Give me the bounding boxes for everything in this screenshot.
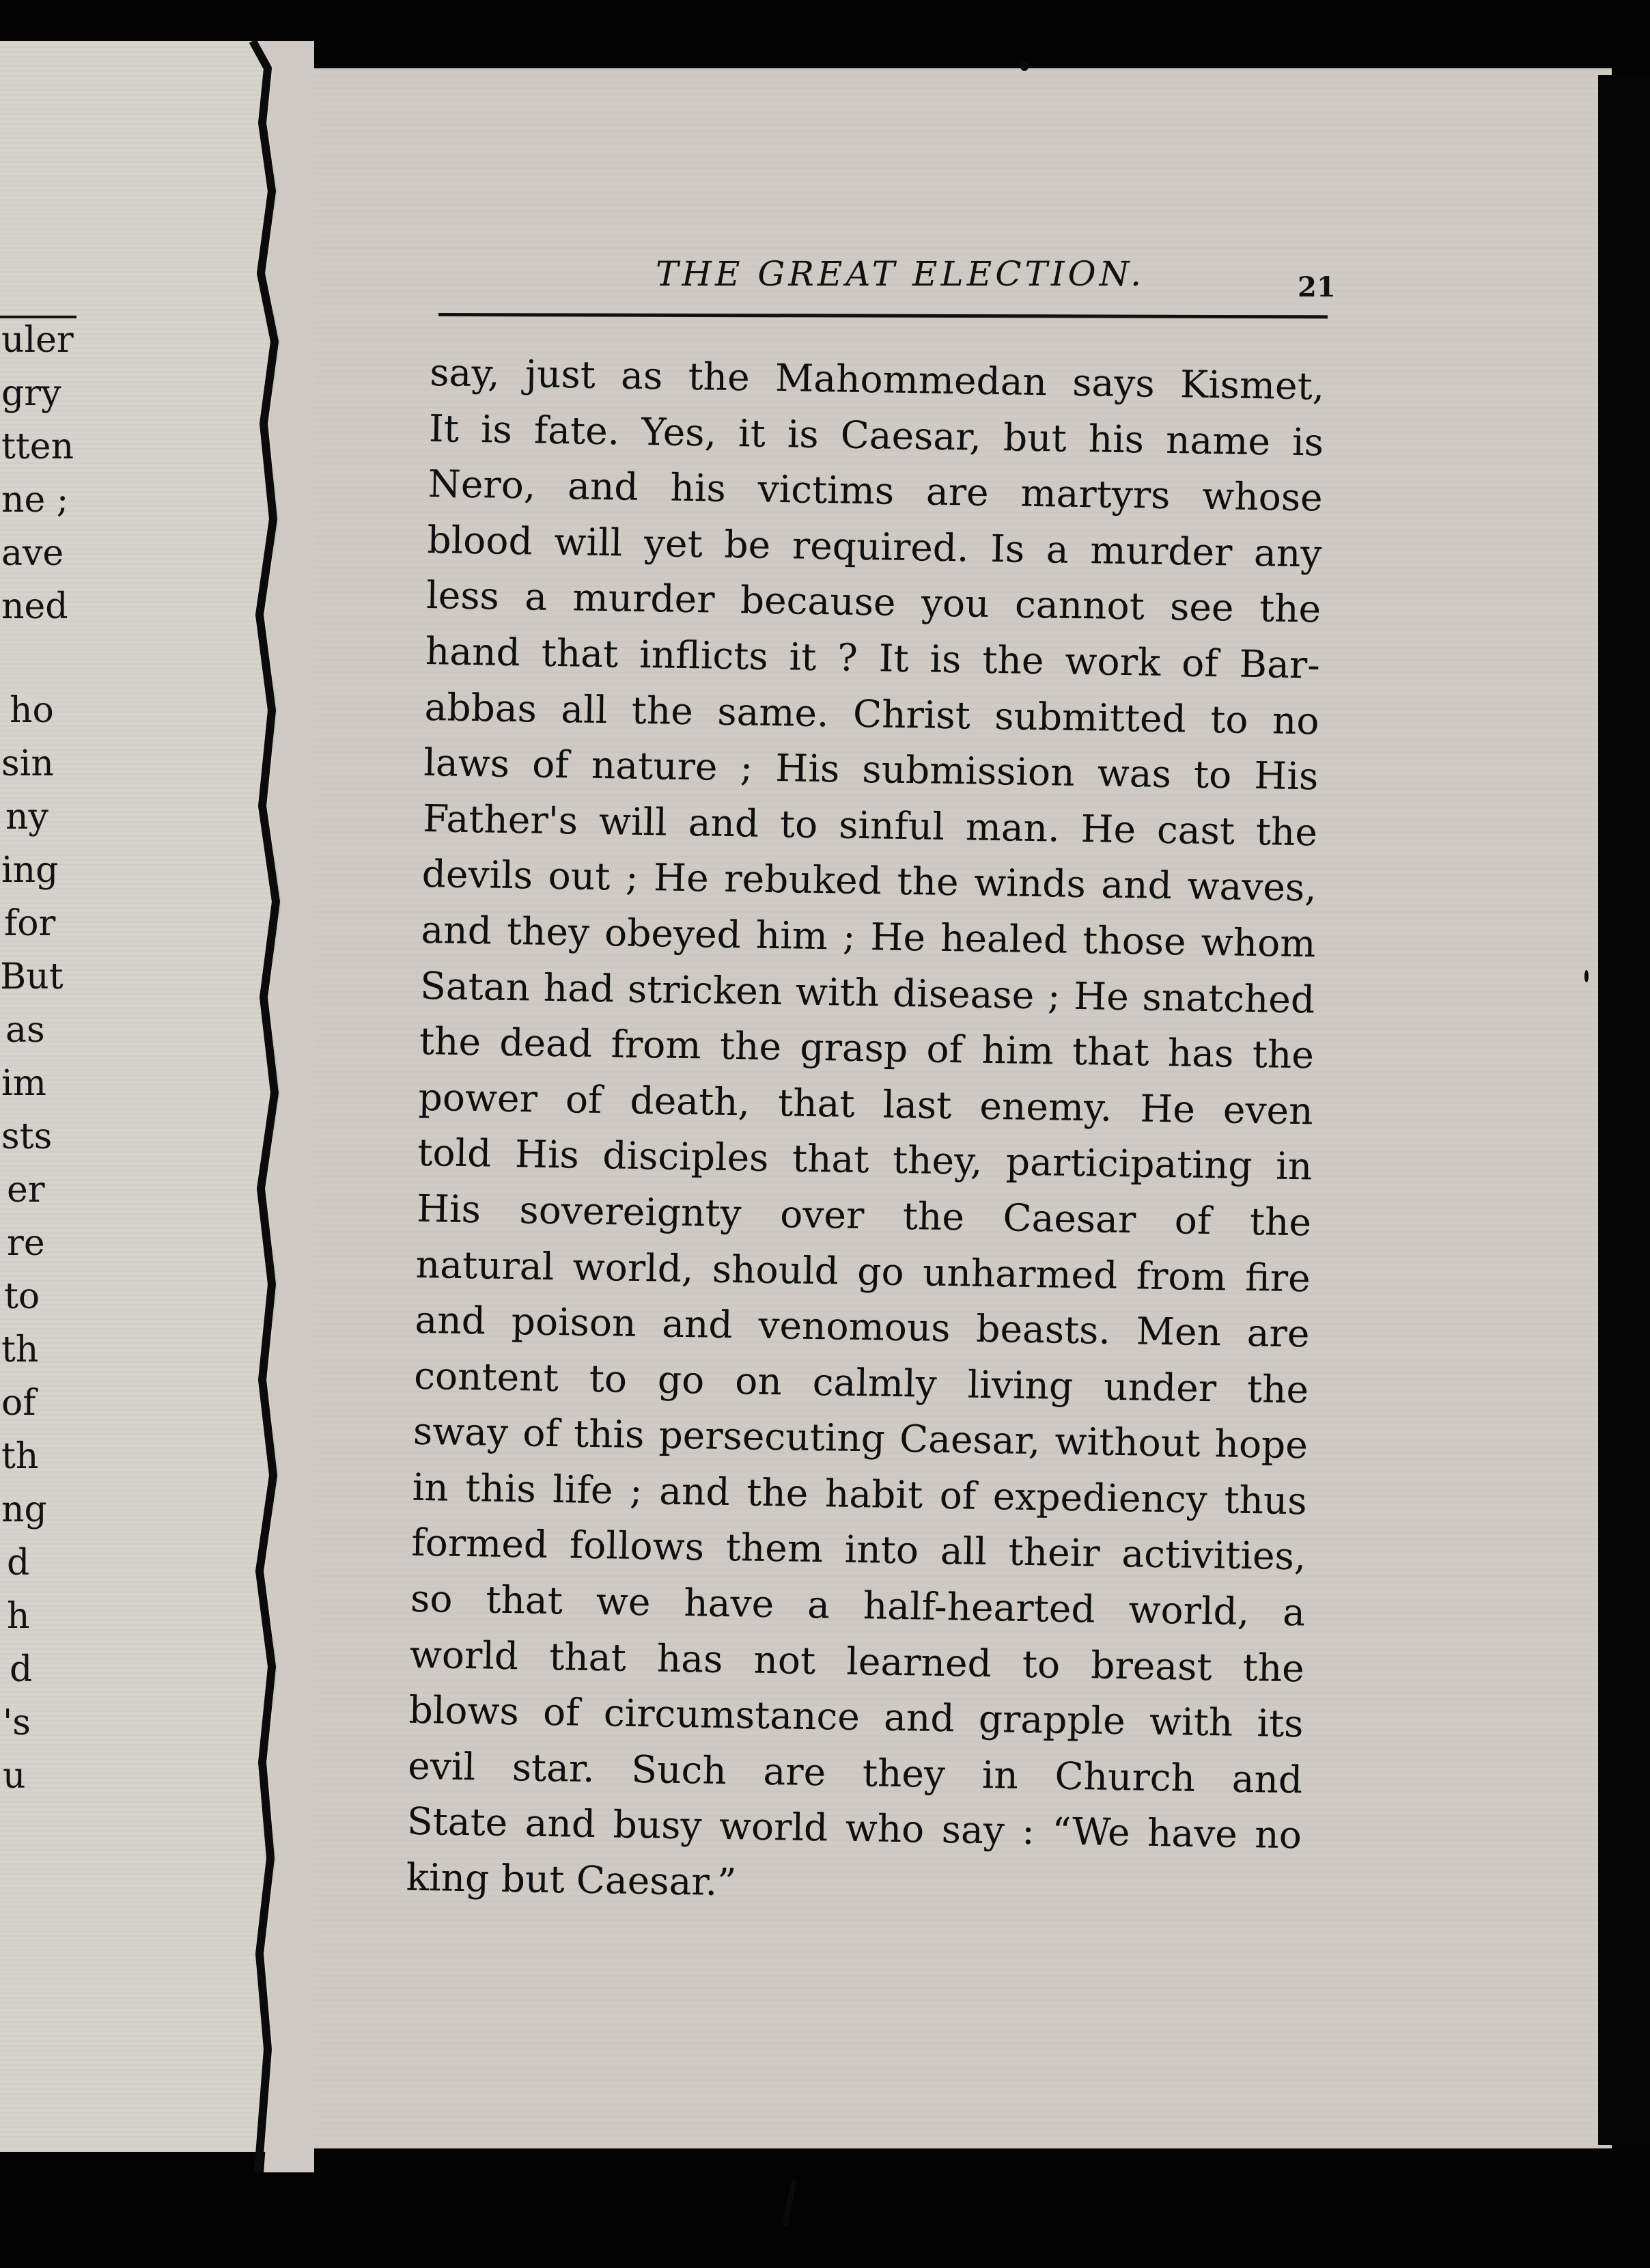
- facing-line: ave: [1, 533, 64, 574]
- text-line: less a murder because you cannot see the: [425, 573, 1322, 631]
- torn-spine-edge: [205, 41, 314, 2172]
- facing-line: ing: [1, 850, 59, 891]
- text-line: abbas all the same. Christ submitted to no: [424, 684, 1320, 743]
- text-line: in this life ; and the habit of expediency thus: [412, 1465, 1308, 1523]
- facing-line: th: [1, 1436, 39, 1477]
- facing-line: im: [1, 1063, 46, 1104]
- facing-line: d: [10, 1649, 33, 1690]
- facing-line: re: [7, 1223, 45, 1264]
- facing-line: as: [5, 1010, 45, 1051]
- text-line: Nero, and his victims are martyrs whose: [428, 462, 1324, 520]
- scan-speck: [1584, 970, 1589, 982]
- text-line: devils out ; He rebuked the winds and waves,: [421, 852, 1317, 910]
- facing-line: tten: [1, 426, 74, 467]
- text-line: formed follows them into all their activities,: [410, 1521, 1306, 1579]
- facing-line: of: [1, 1383, 36, 1424]
- facing-line: er: [7, 1170, 45, 1211]
- facing-line: But: [0, 956, 64, 997]
- text-line: hand that inflicts it ? It is the work of Bar-: [425, 628, 1321, 687]
- text-line: State and busy world who say : “We have no: [406, 1799, 1302, 1857]
- text-line: natural world, should go unharmed from fire: [415, 1242, 1311, 1300]
- facing-line: ned: [1, 586, 68, 627]
- text-line: laws of nature ; His submission was to His: [423, 741, 1319, 799]
- text-line: blood will yet be required. Is a murder any: [427, 517, 1322, 576]
- facing-line: sin: [1, 743, 54, 784]
- text-line: sway of this persecuting Caesar, without hope: [412, 1409, 1309, 1467]
- page-number: 21: [1298, 271, 1336, 303]
- text-line: and they obeyed him ; He healed those whom: [421, 907, 1316, 966]
- scan-speck: [1020, 61, 1029, 71]
- facing-line: 's: [3, 1702, 31, 1743]
- facing-line: u: [3, 1756, 26, 1797]
- text-line: blows of circumstance and grapple with its: [408, 1688, 1304, 1746]
- facing-line: ny: [5, 797, 48, 838]
- text-line: say, just as the Mahommedan says Kismet,: [429, 350, 1325, 409]
- text-line: king but Caesar.”: [406, 1855, 737, 1905]
- facing-line: th: [1, 1329, 39, 1370]
- text-line: and poison and venomous beasts. Men are: [415, 1297, 1310, 1356]
- text-line: evil star. Such are they in Church and: [407, 1743, 1303, 1802]
- text-line: so that we have a half-hearted world, a: [410, 1576, 1306, 1635]
- text-line: the dead from the grasp of him that has the: [419, 1019, 1315, 1077]
- text-line: Satan had stricken with disease ; He snatched: [419, 963, 1315, 1021]
- facing-line: d: [7, 1543, 30, 1584]
- facing-line: ne ;: [1, 480, 69, 521]
- facing-line: uler: [1, 320, 74, 361]
- facing-page-rule: [0, 316, 76, 318]
- running-header: THE GREAT ELECTION.: [656, 254, 1145, 294]
- facing-line: sts: [1, 1116, 53, 1157]
- text-line: Father's will and to sinful man. He cast the: [422, 796, 1318, 855]
- facing-line: ho: [10, 690, 54, 731]
- text-line: His sovereignty over the Caesar of the: [416, 1186, 1312, 1245]
- facing-line: gry: [1, 373, 61, 414]
- body-text: [406, 345, 1325, 1920]
- facing-line: h: [7, 1596, 30, 1637]
- scan-speck: [782, 2179, 797, 2227]
- scan-right-border: [1598, 75, 1650, 2145]
- text-line: told His disciples that they, participating in: [417, 1131, 1313, 1189]
- facing-line: for: [4, 903, 56, 944]
- text-line: power of death, that last enemy. He even: [418, 1075, 1314, 1133]
- facing-line: ng: [1, 1489, 47, 1530]
- text-line: It is fate. Yes, it is Caesar, but his name is: [428, 406, 1324, 465]
- facing-line: to: [4, 1276, 40, 1317]
- text-line: content to go on calmly living under the: [413, 1353, 1309, 1412]
- text-line: world that has not learned to breast the: [409, 1632, 1305, 1690]
